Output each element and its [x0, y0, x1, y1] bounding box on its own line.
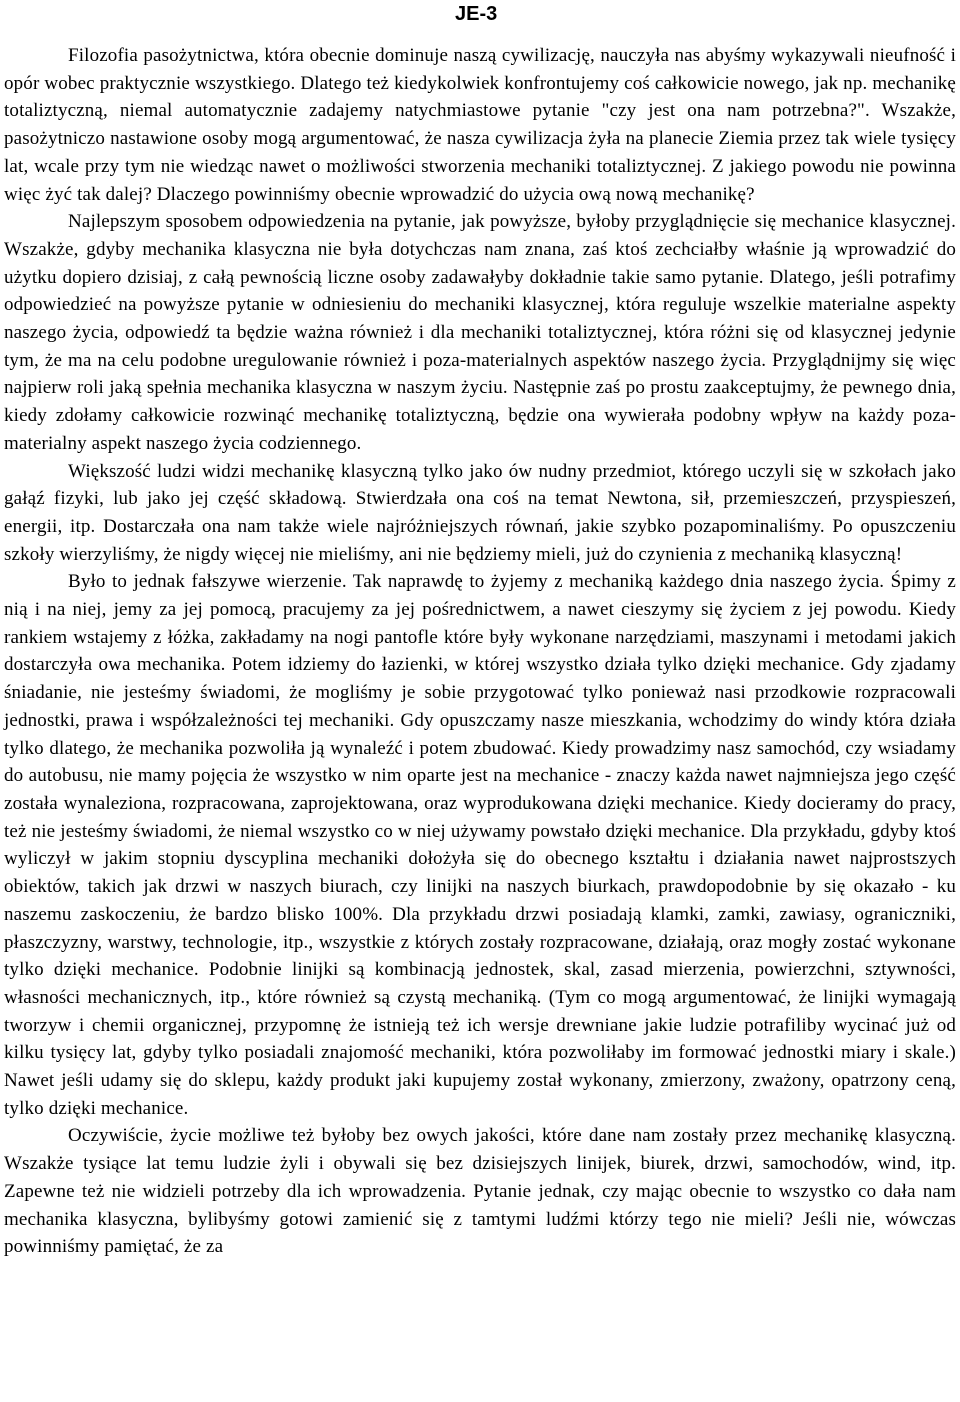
page-code: JE-3 [455, 3, 498, 25]
paragraph-2: Najlepszym sposobem odpowiedzenia na pytanie, jak powyższe, byłoby przyglądnięcie się mechanice klasycznej. Wszakże, gdyby mechanika klasyczna nie była dotychczas nam znana, zaś ktoś zechciałby właśnie ją wprowadzić do użytku dopiero dzisiaj, z całą pewnością liczne osoby zadawałyby dokładnie takie samo pytanie. Dlatego, jeśli potrafimy odpowiedzieć na powyższe pytanie w odniesieniu do mechaniki klasycznej, która reguluje wszelkie materialne aspekty naszego życia, odpowiedź ta będzie ważna również i dla mechaniki totaliztycznej, która różni się od klasycznej jedynie tym, że ma na celu podobne uregulowanie również i poza-materialnych aspektów naszego życia. Przyglądnijmy się więc najpierw roli jaką spełnia mechanika klasyczna w naszym życiu. Następnie zaś po prostu zaakceptujmy, że pewnego dnia, kiedy zdołamy całkowicie rozwinąć mechanikę totaliztyczną, będzie ona wywierała podobny wpływ na każdy poza-materialny aspekt naszego życia codziennego. [4, 211, 956, 454]
paragraph-1: Filozofia pasożytnictwa, która obecnie dominuje naszą cywilizację, nauczyła nas abyśmy wykazywali nieufność i opór wobec praktycznie wszystkiego. Dlatego też kiedykolwiek konfrontujemy coś całkowicie nowego, jak np. mechanikę totaliztyczną, niemal automatycznie zadajemy natychmiastowe pytanie "czy jest ona nam potrzebna?". Wszakże, pasożytniczo nastawione osoby mogą argumentować, że nasza cywilizacja żyła na planecie Ziemia przez tak wiele tysięcy lat, wcale przy tym nie wiedząc nawet o możliwości stworzenia mechaniki totaliztycznej. Z jakiego powodu nie powinna więc żyć tak dalej? Dlaczego powinniśmy obecnie wprowadzić do użycia ową nową mechanikę? [4, 45, 956, 205]
paragraph-3: Większość ludzi widzi mechanikę klasyczną tylko jako ów nudny przedmiot, którego uczyli się w szkołach jako gałąź fizyki, lub jako jej część składową. Stwierdzała ona coś na temat Newtona, sił, przemieszczeń, przyspieszeń, energii, itp. Dostarczała ona nam także wiele najróżniejszych równań, jakie szybko pozapominaliśmy. Po opuszczeniu szkoły wierzyliśmy, że nigdy więcej nie mieliśmy, ani nie będziemy mieli, już do czynienia z mechaniką klasyczną! [4, 460, 956, 565]
paragraph-5: Oczywiście, życie możliwe też byłoby bez owych jakości, które dane nam zostały przez mechanikę klasyczną. Wszakże tysiące lat temu ludzie żyli i obywali się bez dzisiejszych linijek, biurek, drzwi, samochodów, wind, itp. Zapewne też nie widzieli potrzeby dla ich wprowadzenia. Pytanie jednak, czy mając obecnie to wszystko co dała nam mechanika klasyczna, bylibyśmy gotowi zamienić się z tamtymi ludźmi którzy tego nie mieli? Jeśli nie, wówczas powinniśmy pamiętać, że za [4, 1125, 956, 1258]
document-body [4, 42, 956, 1261]
paragraph-4: Było to jednak fałszywe wierzenie. Tak naprawdę to żyjemy z mechaniką każdego dnia naszego życia. Śpimy z nią i na niej, jemy za jej pomocą, pracujemy za jej pośrednictwem, a nawet cieszymy się życiem z jej powodu. Kiedy rankiem wstajemy z łóżka, zakładamy na nogi pantofle które były wykonane narzędziami, maszynami i metodami jakich dostarczyła owa mechanika. Potem idziemy do łazienki, w której wszystko działa tylko dzięki mechanice. Gdy zjadamy śniadanie, nie jesteśmy świadomi, że mogliśmy je sobie przygotować tylko ponieważ nasi przodkowie rozpracowali jednostki, prawa i współzależności tej mechaniki. Gdy opuszczamy nasze mieszkania, wchodzimy do windy która działa tylko dlatego, że mechanika pozwoliła ją wynaleźć i potem zbudować. Kiedy prowadzimy nasz samochód, czy wsiadamy do autobusu, nie mamy pojęcia że wszystko w nim oparte jest na mechanice - znaczy każda nawet najmniejsza jego część została wynaleziona, rozpracowana, zaprojektowana, oraz wyprodukowana dzięki mechanice. Kiedy docieramy do pracy, też nie jesteśmy świadomi, że niemal wszystko co w niej używamy powstało dzięki mechanice. Dla przykładu, gdyby ktoś wyliczył w jakim stopniu dyscyplina mechaniki dołożyła się do obecnego kształtu i działania nawet najprostszych obiektów, takich jak drzwi w naszych biurach, czy linijki na naszych biurkach, prawdopodobnie by się okazało - ku naszemu zaskoczeniu, że bardzo blisko 100%. Dla przykładu drzwi posiadają klamki, zamki, zawiasy, ograniczniki, płaszczyzny, warstwy, technologie, itp., wszystkie z których zostały rozpracowane, działają, oraz mogły zostać wykonane tylko dzięki mechanice. Podobnie linijki są kombinacją jednostek, skal, zasad mierzenia, powierzchni, sztywności, własności mechanicznych, itp., które również są czystą mechaniką. (Tym co mogą argumentować, że linijki wymagają tworzyw i chemii organicznej, przypomnę że istnieją też ich wersje drewniane jakie ludzie potrafiliby wycinać już od kilku tysięcy lat, gdyby tylko posiadali znajomość mechaniki, która pozwoliłaby im formować jednostki miary i skale.) Nawet jeśli udamy się do sklepu, każdy produkt jaki kupujemy został wykonany, zmierzony, zważony, opatrzony ceną, tylko dzięki mechanice. [4, 571, 956, 1119]
